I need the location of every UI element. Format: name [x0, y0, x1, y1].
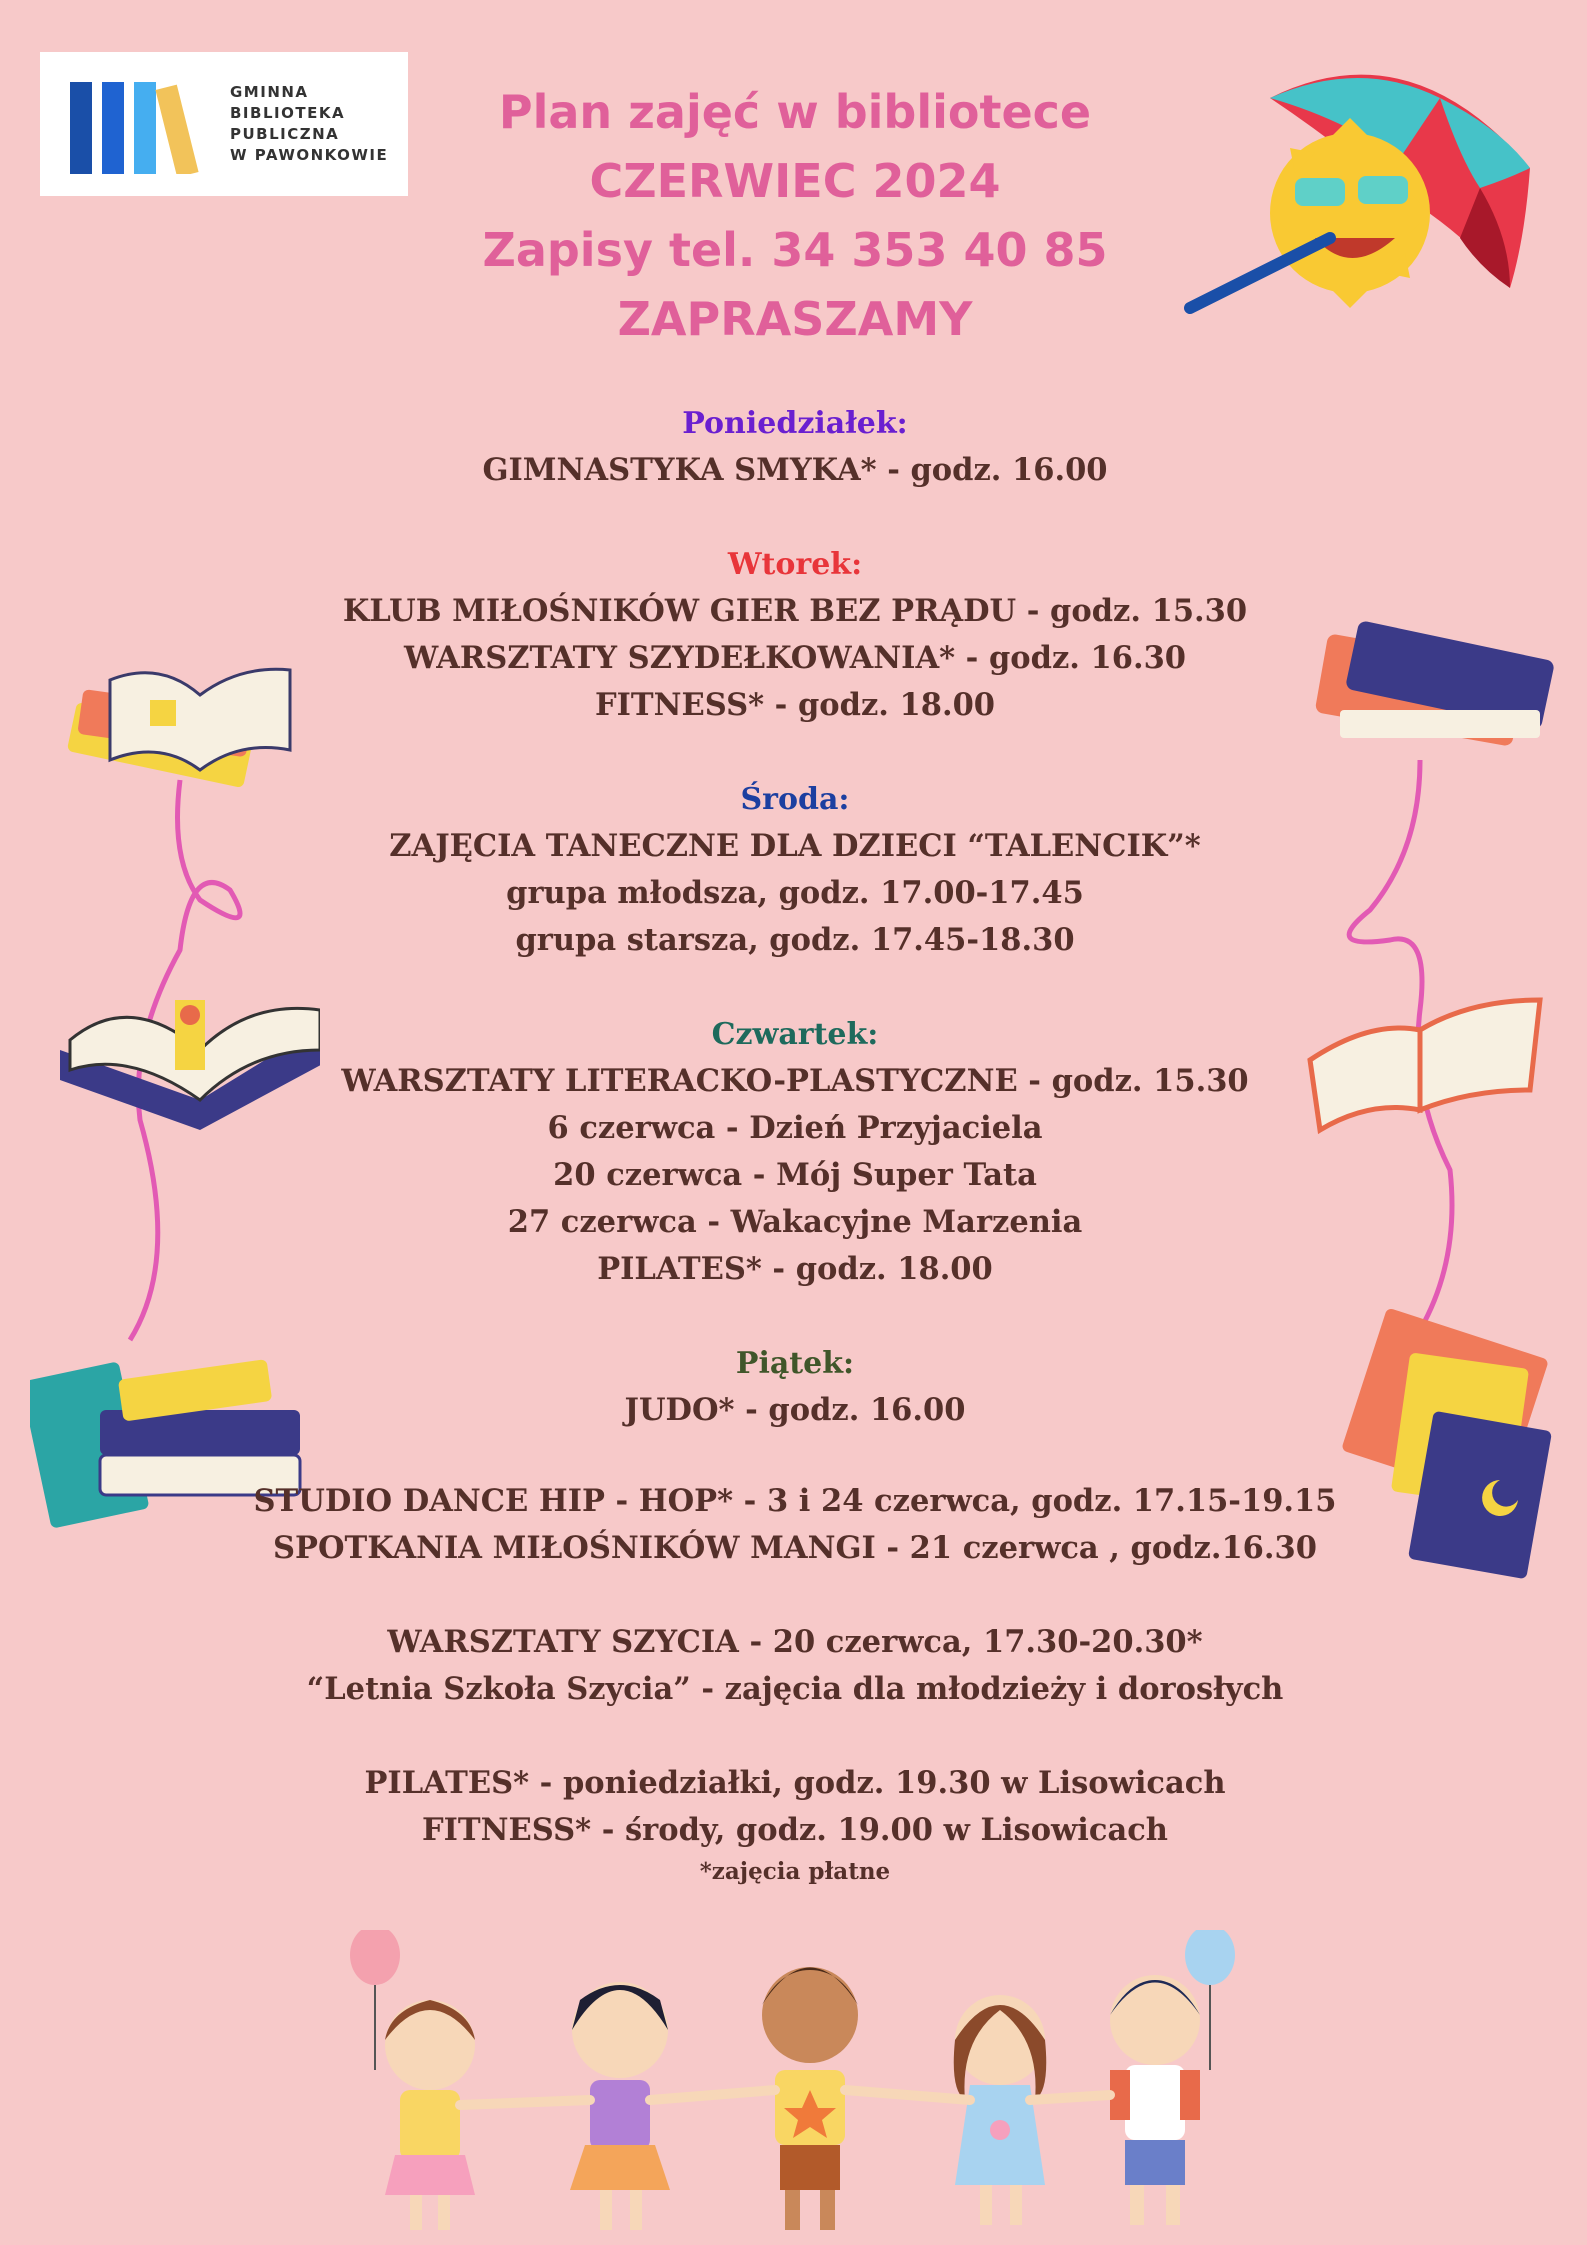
schedule-entry: WARSZTATY SZYDEŁKOWANIA* - godz. 16.30	[403, 640, 1187, 676]
schedule-entry: WARSZTATY SZYCIA - 20 czerwca, 17.30-20.30*	[387, 1624, 1203, 1660]
schedule-entry: KLUB MIŁOŚNIKÓW GIER BEZ PRĄDU - godz. 15.30	[342, 593, 1248, 629]
schedule	[240, 400, 1350, 1890]
schedule-entry: 6 czerwca - Dzień Przyjaciela	[547, 1110, 1043, 1146]
day-thursday: Czwartek:	[711, 1017, 879, 1052]
day-monday: Poniedziałek:	[682, 406, 908, 441]
schedule-entry: FITNESS* - środy, godz. 19.00 w Lisowicach	[422, 1812, 1168, 1848]
day-wednesday: Środa:	[740, 782, 850, 817]
schedule-entry: PILATES* - godz. 18.00	[597, 1251, 993, 1287]
logo-line: W PAWONKOWIE	[230, 146, 389, 164]
schedule-entry: WARSZTATY LITERACKO-PLASTYCZNE - godz. 15.30	[341, 1063, 1249, 1099]
schedule-entry: 27 czerwca - Wakacyjne Marzenia	[507, 1204, 1083, 1240]
day-friday: Piątek:	[735, 1346, 855, 1381]
sun-with-umbrella-icon	[1180, 38, 1540, 338]
logo-line: PUBLICZNA	[230, 125, 340, 143]
poster-header	[380, 78, 1210, 354]
logo-text	[230, 82, 388, 166]
logo-line: GMINNA	[230, 83, 309, 101]
schedule-entry: JUDO* - godz. 16.00	[624, 1392, 966, 1428]
schedule-entry: ZAJĘCIA TANECZNE DLA DZIECI “TALENCIK”*	[389, 828, 1201, 864]
paid-note: *zajęcia płatne	[699, 1858, 891, 1885]
schedule-entry: SPOTKANIA MIŁOŚNIKÓW MANGI - 21 czerwca , godz.16.30	[273, 1530, 1317, 1566]
schedule-entry: “Letnia Szkoła Szycia” - zajęcia dla młodzieży i dorosłych	[306, 1671, 1284, 1707]
schedule-entry: FITNESS* - godz. 18.00	[594, 687, 996, 723]
books-logo-icon	[70, 82, 220, 174]
header-phone: Zapisy tel. 34 353 40 85	[482, 223, 1108, 277]
schedule-entry: STUDIO DANCE HIP - HOP* - 3 i 24 czerwca, godz. 17.15-19.15	[253, 1483, 1337, 1519]
children-holding-hands-icon	[330, 1930, 1250, 2245]
header-invite: ZAPRASZAMY	[617, 292, 973, 346]
schedule-entry: grupa młodsza, godz. 17.00-17.45	[506, 875, 1084, 911]
day-tuesday: Wtorek:	[727, 547, 863, 582]
schedule-entry: GIMNASTYKA SMYKA* - godz. 16.00	[482, 452, 1108, 488]
schedule-entry: grupa starsza, godz. 17.45-18.30	[515, 922, 1075, 958]
header-month: CZERWIEC 2024	[589, 154, 1001, 208]
library-logo	[40, 52, 408, 196]
schedule-entry: 20 czerwca - Mój Super Tata	[553, 1157, 1037, 1193]
schedule-entry: PILATES* - poniedziałki, godz. 19.30 w Lisowicach	[364, 1765, 1226, 1801]
header-title: Plan zajęć w bibliotece	[498, 85, 1092, 139]
logo-line: BIBLIOTEKA	[230, 104, 346, 122]
